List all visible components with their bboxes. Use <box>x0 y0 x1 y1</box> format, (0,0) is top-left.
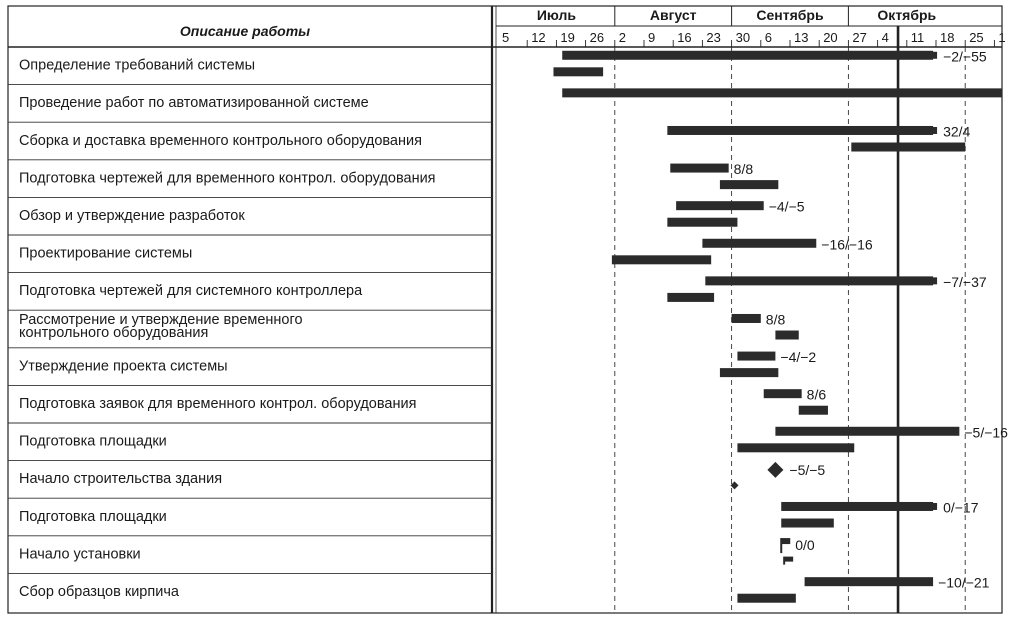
variance-label: −16/−16 <box>821 236 873 253</box>
task-label: Подготовка чертежей для временного контрол. оборудования <box>19 170 436 187</box>
actual-bar <box>720 180 778 189</box>
week-tick-label: 26 <box>589 30 605 45</box>
planned-bar <box>705 276 933 285</box>
actual-bar <box>737 594 795 603</box>
variance-label: −5/−16 <box>964 424 1008 441</box>
task-column-header: Описание работы <box>179 23 311 39</box>
task-label: Проведение работ по автоматизированной системе <box>19 95 369 112</box>
actual-bar <box>775 331 798 340</box>
end-marker <box>930 277 937 284</box>
task-label: Начало установки <box>19 546 141 563</box>
week-tick-label: 27 <box>852 30 867 45</box>
planned-bar <box>775 427 959 436</box>
actual-bar <box>737 443 854 452</box>
task-bars <box>553 48 1008 602</box>
planned-bar <box>562 51 933 60</box>
week-tick-label: 30 <box>735 30 751 45</box>
week-tick-header <box>502 30 1006 47</box>
task-labels <box>19 58 436 600</box>
week-tick-label: 20 <box>823 30 838 45</box>
task-label: контрольного оборудования <box>19 325 209 342</box>
week-tick-label: 9 <box>648 30 656 45</box>
end-marker <box>930 503 937 510</box>
end-marker <box>930 127 937 134</box>
planned-bar <box>702 239 816 248</box>
variance-label: 0/−17 <box>943 499 979 516</box>
week-tick-label: 16 <box>677 30 692 45</box>
week-tick-label: 12 <box>531 30 546 45</box>
planned-bar <box>562 88 1002 97</box>
week-tick-label: 1 <box>998 30 1006 45</box>
task-label: Проектирование системы <box>19 245 193 262</box>
week-tick-label: 4 <box>881 30 889 45</box>
variance-label: −10/−21 <box>938 574 990 591</box>
week-tick-label: 13 <box>794 30 809 45</box>
planned-flag <box>781 538 790 544</box>
task-label: Подготовка площадки <box>19 508 167 525</box>
planned-bar <box>667 126 933 135</box>
planned-bar <box>805 577 933 586</box>
task-label: Подготовка чертежей для системного контроллера <box>19 283 363 300</box>
variance-label: −5/−5 <box>789 461 826 478</box>
actual-bar <box>799 406 828 415</box>
planned-bar <box>764 389 802 398</box>
month-label: Октябрь <box>877 7 937 23</box>
week-tick-label: 6 <box>764 30 773 45</box>
actual-flag <box>784 557 793 562</box>
task-label: Подготовка заявок для временного контрол. оборудования <box>19 395 417 412</box>
task-label: Рассмотрение и утверждение временного <box>19 312 303 329</box>
actual-bar <box>553 67 603 76</box>
variance-label: 8/6 <box>806 386 827 403</box>
task-label: Подготовка площадки <box>19 433 167 450</box>
month-label: Сентябрь <box>756 7 824 23</box>
task-label: Сбор образцов кирпича <box>19 583 179 600</box>
task-label: Обзор и утверждение разработок <box>19 207 245 224</box>
task-label: Начало строительства здания <box>19 471 223 488</box>
actual-bar <box>781 519 834 528</box>
variance-label: −4/−2 <box>780 349 817 366</box>
task-label: Определение требований системы <box>19 57 256 74</box>
week-tick-label: 25 <box>969 30 984 45</box>
month-label: Август <box>649 7 697 23</box>
week-tick-label: 23 <box>706 30 721 45</box>
week-tick-label: 5 <box>502 30 510 45</box>
variance-label: 8/8 <box>733 161 754 178</box>
week-tick-label: 2 <box>618 30 627 45</box>
actual-bar <box>667 218 737 227</box>
week-tick-label: 11 <box>910 30 925 45</box>
variance-label: 32/4 <box>943 123 971 140</box>
variance-label: −4/−5 <box>768 198 805 215</box>
end-marker <box>930 52 937 59</box>
actual-bar <box>667 293 714 302</box>
variance-label: 8/8 <box>765 311 786 328</box>
planned-bar <box>670 164 728 173</box>
week-tick-label: 19 <box>560 30 575 45</box>
planned-bar <box>781 502 933 511</box>
actual-bar <box>720 368 778 377</box>
task-label: Утверждение проекта системы <box>19 358 228 375</box>
month-header <box>537 6 937 26</box>
planned-bar <box>676 201 764 210</box>
week-tick-label: 18 <box>940 30 955 45</box>
planned-bar <box>732 314 761 323</box>
actual-bar <box>612 255 711 264</box>
variance-label: −7/−37 <box>943 273 987 290</box>
task-label: Сборка и доставка временного контрольного оборудования <box>19 132 422 149</box>
planned-bar <box>737 352 775 361</box>
month-label: Июль <box>536 7 576 23</box>
variance-label: −2/−55 <box>943 48 987 65</box>
variance-label: 0/0 <box>795 537 815 554</box>
actual-bar <box>851 143 965 152</box>
planned-milestone <box>767 462 783 478</box>
